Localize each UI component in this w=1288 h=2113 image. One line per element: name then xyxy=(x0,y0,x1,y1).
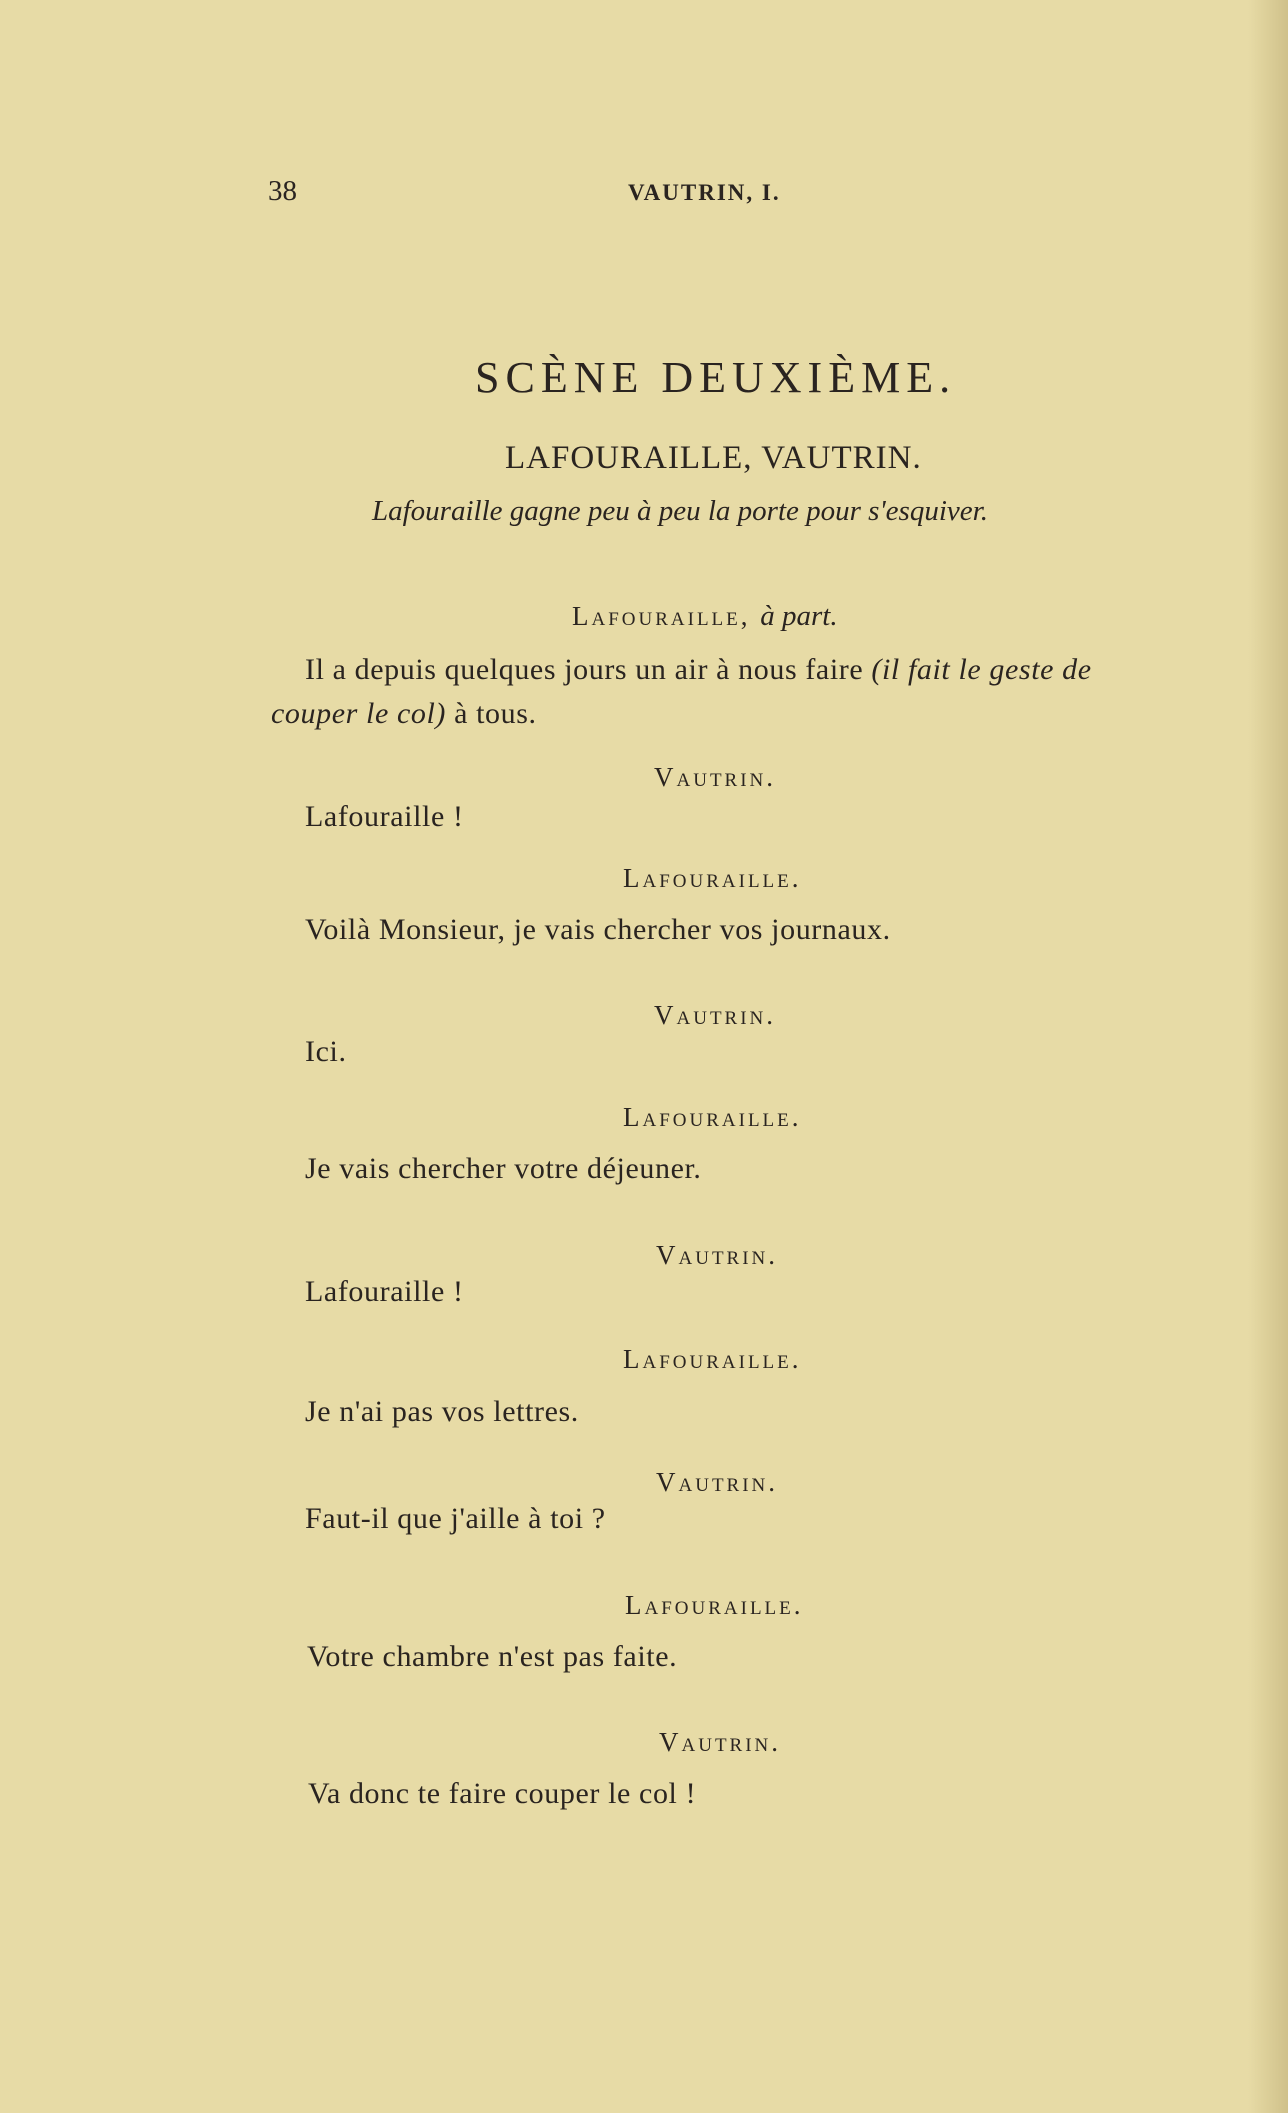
dialogue-line: Ici. xyxy=(305,1035,347,1068)
scene-title: SCÈNE DEUXIÈME. xyxy=(475,353,957,402)
dialogue-line xyxy=(305,653,1092,687)
stage-direction: Lafouraille gagne peu à peu la porte pour s'esquiver. xyxy=(372,495,988,527)
page-edge-shadow xyxy=(1248,0,1288,2113)
stage-aside: à part. xyxy=(760,600,838,632)
speaker-name: Lafouraille. xyxy=(623,1344,802,1374)
dialogue-line: Votre chambre n'est pas faite. xyxy=(307,1640,678,1673)
dialogue-line: Va donc te faire couper le col ! xyxy=(308,1777,697,1810)
speaker-name: Vautrin. xyxy=(656,1240,779,1270)
dialogue-line: Faut-il que j'aille à toi ? xyxy=(305,1502,606,1535)
dialogue-line: Lafouraille ! xyxy=(305,1275,464,1308)
dialogue-text: à tous. xyxy=(446,697,537,730)
speaker-name: Vautrin. xyxy=(654,762,777,792)
dialogue-line: Voilà Monsieur, je vais chercher vos journaux. xyxy=(305,913,891,946)
speaker-name: Lafouraille. xyxy=(623,1102,802,1132)
speaker-name: Vautrin. xyxy=(659,1727,782,1757)
dialogue-line: Je n'ai pas vos lettres. xyxy=(305,1395,579,1428)
running-title: VAUTRIN, I. xyxy=(628,180,781,205)
dialogue-line: Lafouraille ! xyxy=(305,800,464,833)
speaker-name xyxy=(572,600,838,633)
speaker-name: Vautrin. xyxy=(656,1467,779,1497)
dialogue-line xyxy=(271,697,537,731)
stage-direction-inline: (il fait le geste de xyxy=(871,653,1092,686)
dialogue-line: Je vais chercher votre déjeuner. xyxy=(305,1152,702,1185)
scene-characters: LAFOURAILLE, VAUTRIN. xyxy=(505,440,922,476)
speaker-label: Lafouraille, xyxy=(572,601,751,631)
speaker-name: Lafouraille. xyxy=(625,1590,804,1620)
speaker-name: Lafouraille. xyxy=(623,863,802,893)
dialogue-text: Il a depuis quelques jours un air à nous faire xyxy=(305,653,872,686)
page-number: 38 xyxy=(268,175,297,207)
speaker-name: Vautrin. xyxy=(654,1000,777,1030)
stage-direction-inline: couper le col) xyxy=(271,697,446,730)
